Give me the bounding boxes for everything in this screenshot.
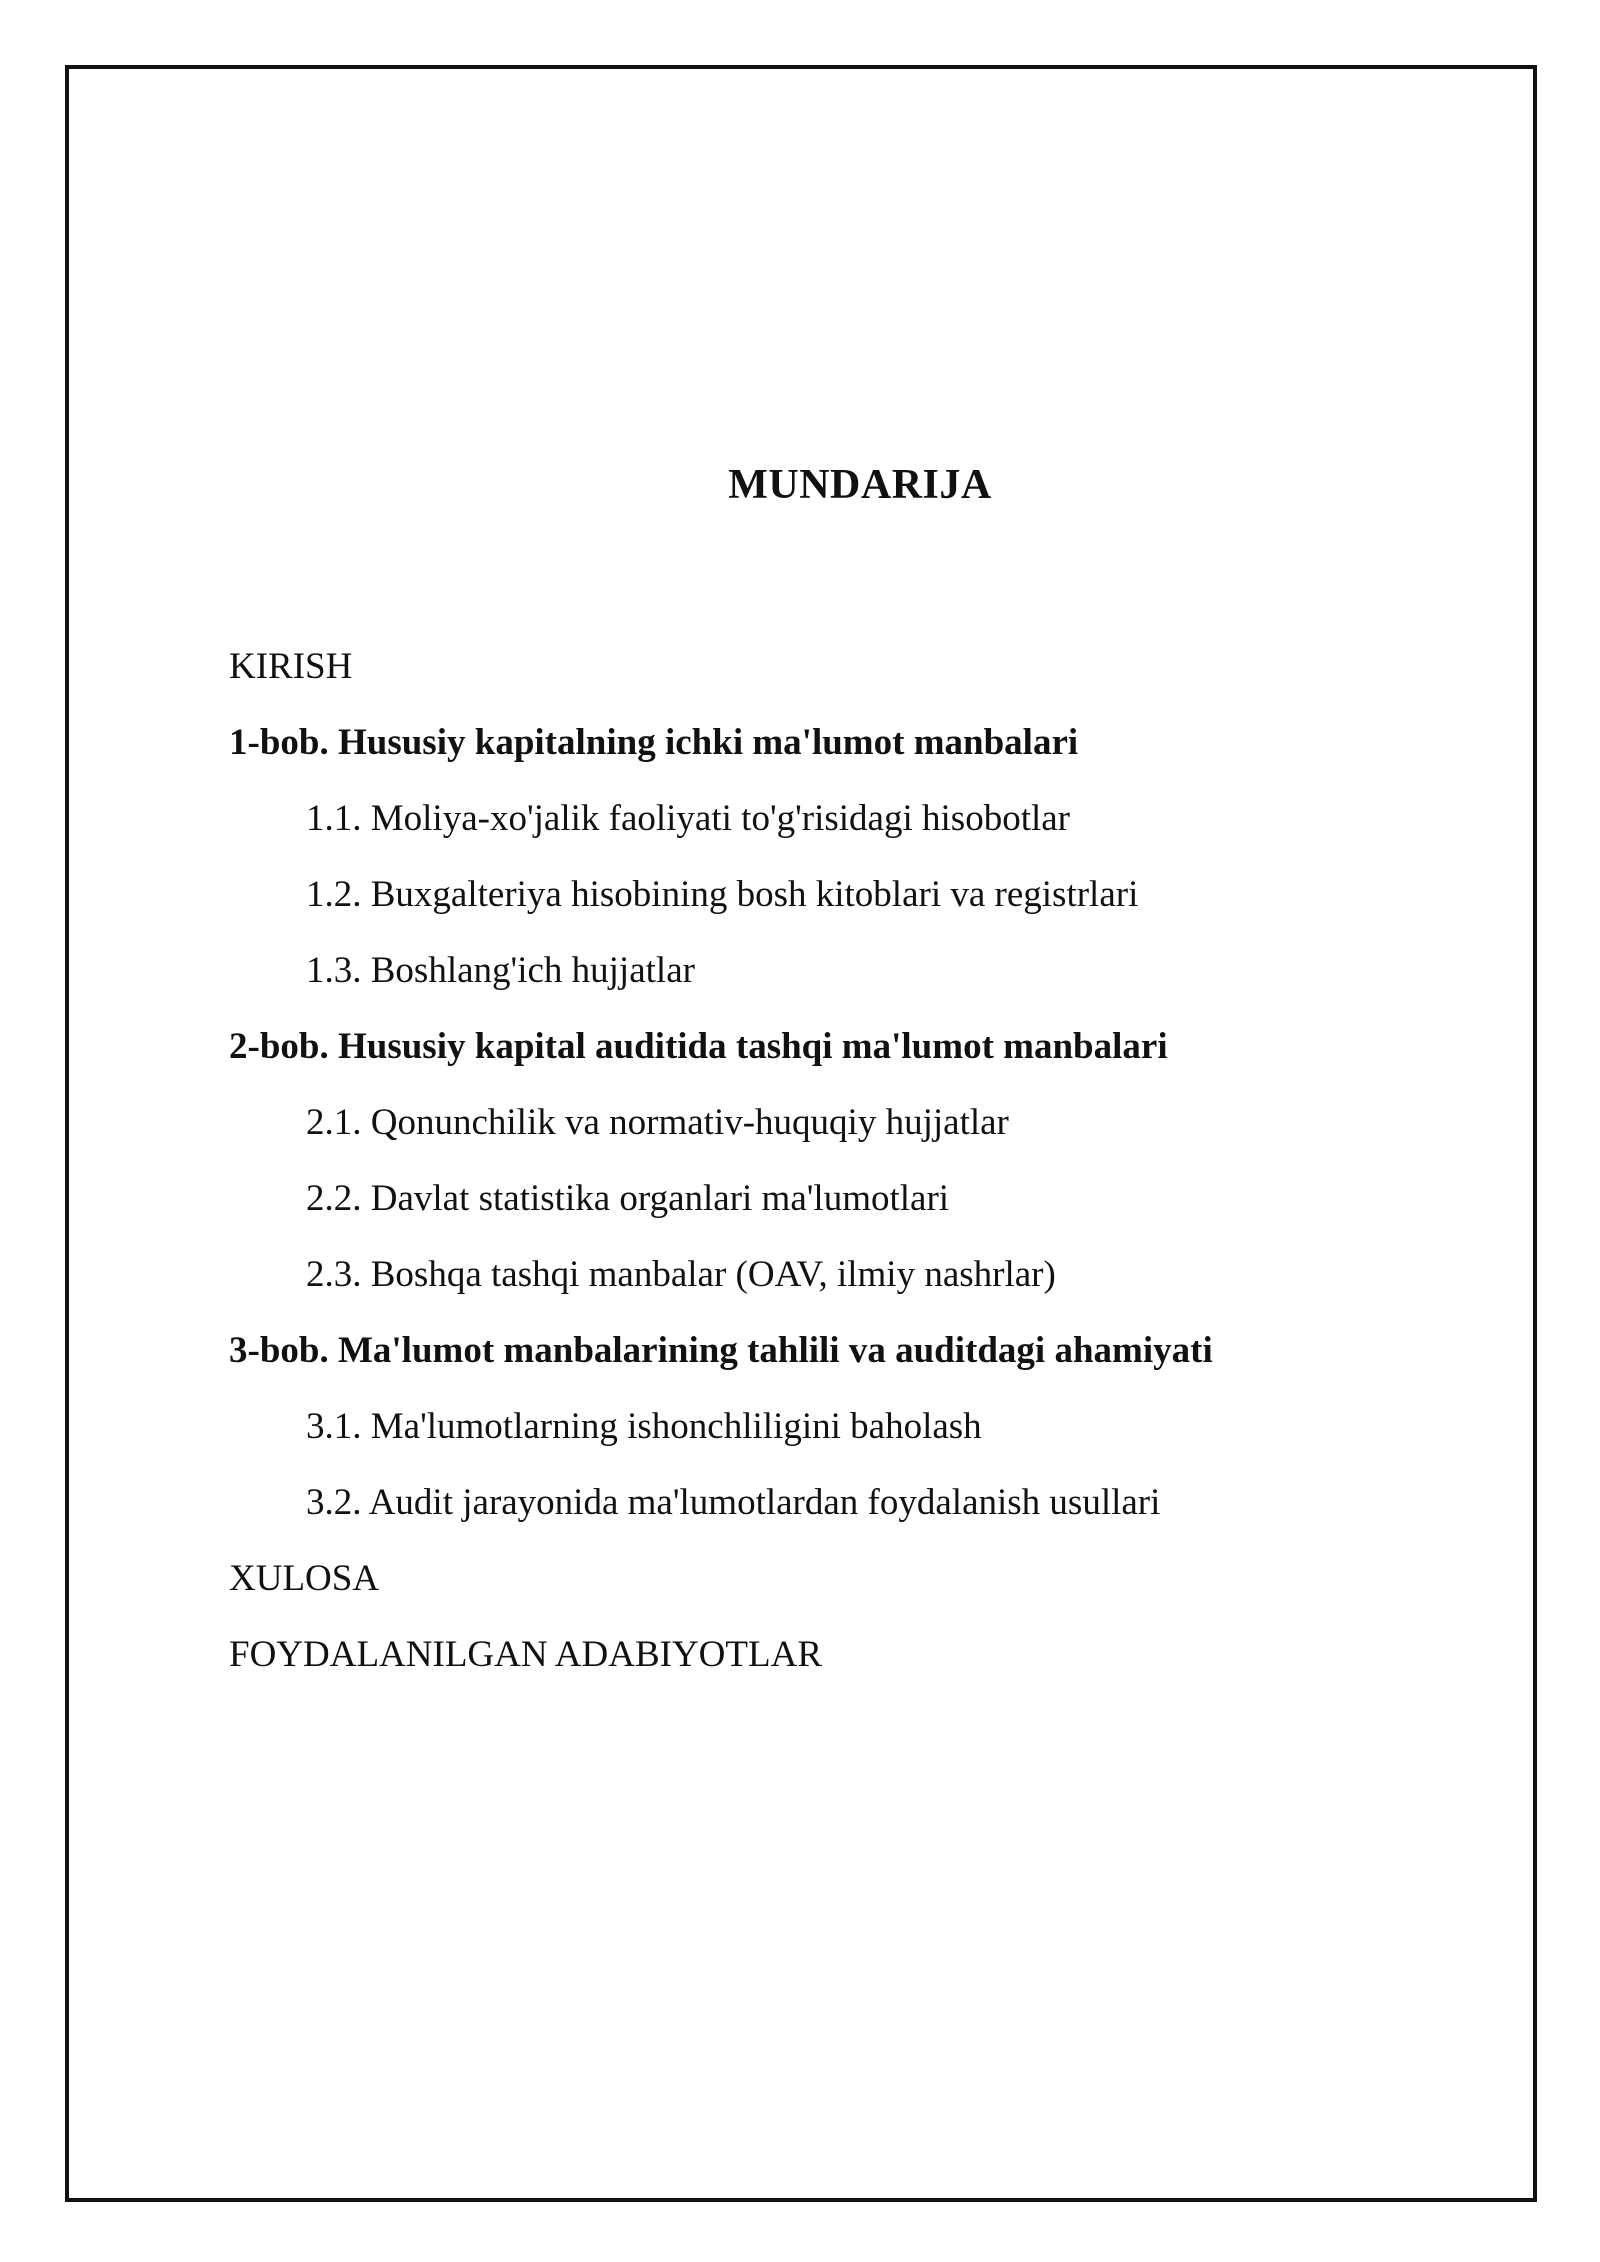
toc-item-introduction: KIRISH — [229, 646, 353, 687]
toc-item-conclusion: XULOSA — [229, 1558, 380, 1599]
page-title: MUNDARIJA — [728, 462, 992, 508]
toc-section-2-3: 2.3. Boshqa tashqi manbalar (OAV, ilmiy nashrlar) — [306, 1254, 1056, 1295]
toc-section-1-2: 1.2. Buxgalteriya hisobining bosh kitoblari va registrlari — [306, 874, 1139, 915]
toc-item-references: FOYDALANILGAN ADABIYOTLAR — [229, 1634, 822, 1675]
toc-section-2-2: 2.2. Davlat statistika organlari ma'lumotlari — [306, 1178, 950, 1219]
toc-chapter-1: 1-bob. Hususiy kapitalning ichki ma'lumot manbalari — [229, 722, 1079, 763]
toc-section-2-1: 2.1. Qonunchilik va normativ-huquqiy hujjatlar — [306, 1102, 1009, 1143]
table-of-contents — [229, 643, 1213, 1707]
toc-chapter-3: 3-bob. Ma'lumot manbalarining tahlili va auditdagi ahamiyati — [229, 1330, 1213, 1371]
toc-chapter-2: 2-bob. Hususiy kapital auditida tashqi ma'lumot manbalari — [229, 1026, 1168, 1067]
toc-section-3-2: 3.2. Audit jarayonida ma'lumotlardan foydalanish usullari — [306, 1482, 1161, 1523]
toc-section-1-1: 1.1. Moliya-xo'jalik faoliyati to'g'risidagi hisobotlar — [306, 798, 1070, 839]
toc-section-3-1: 3.1. Ma'lumotlarning ishonchliligini baholash — [306, 1406, 982, 1447]
toc-section-1-3: 1.3. Boshlang'ich hujjatlar — [306, 950, 695, 991]
